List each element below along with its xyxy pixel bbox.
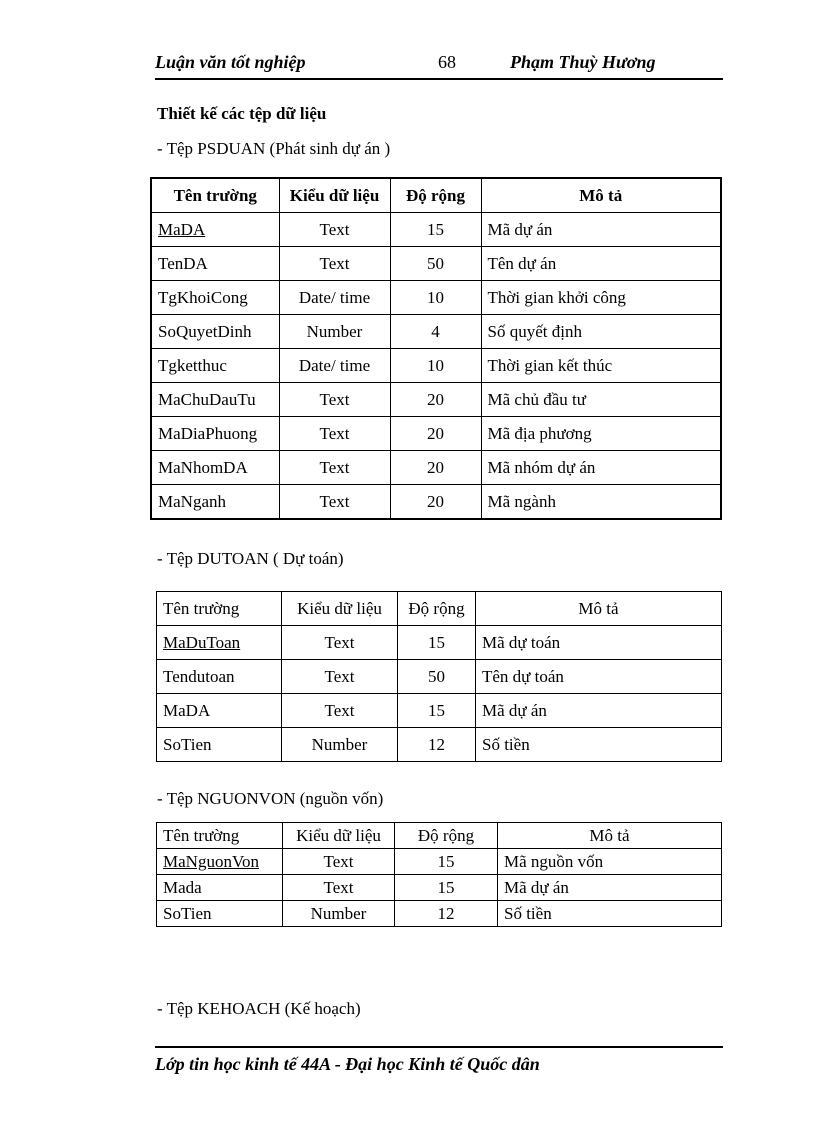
description-cell: Tên dự toán (476, 660, 722, 694)
table-row (151, 417, 721, 451)
description-cell: Mã ngành (481, 485, 721, 520)
width-cell: 10 (390, 349, 481, 383)
description-cell: Mã địa phương (481, 417, 721, 451)
field-name-cell: MaChuDauTu (151, 383, 279, 417)
width-cell: 50 (390, 247, 481, 281)
data-type-cell: Text (279, 417, 390, 451)
description-cell: Mã nguồn vốn (498, 849, 722, 875)
data-type-cell: Number (282, 728, 398, 762)
description-cell: Số tiền (476, 728, 722, 762)
table-row (151, 349, 721, 383)
page-footer: Lớp tin học kinh tế 44A - Đại học Kinh tế Quốc dân (155, 1046, 723, 1075)
table-caption-nguonvon: - Tệp NGUONVON (nguồn vốn) (157, 789, 384, 808)
table-dutoan (156, 591, 722, 762)
table-header-row (157, 823, 722, 849)
field-name-cell: Tgketthuc (151, 349, 279, 383)
column-header: Độ rộng (390, 178, 481, 213)
column-header: Độ rộng (398, 592, 476, 626)
column-header: Độ rộng (395, 823, 498, 849)
description-cell: Số tiền (498, 901, 722, 927)
width-cell: 12 (398, 728, 476, 762)
description-cell: Thời gian khởi công (481, 281, 721, 315)
field-name-cell: SoQuyetDinh (151, 315, 279, 349)
field-name-cell: MaDA (157, 694, 282, 728)
data-type-cell: Text (283, 849, 395, 875)
field-name-cell: MaDiaPhuong (151, 417, 279, 451)
data-type-cell: Number (279, 315, 390, 349)
field-name-cell: MaNhomDA (151, 451, 279, 485)
header-thesis-label: Luận văn tốt nghiệp (155, 52, 306, 72)
data-type-cell: Text (282, 694, 398, 728)
column-header: Mô tả (481, 178, 721, 213)
table-nguonvon (156, 822, 722, 927)
table-row (151, 315, 721, 349)
width-cell: 15 (395, 875, 498, 901)
width-cell: 20 (390, 417, 481, 451)
data-type-cell: Text (279, 485, 390, 520)
field-name-cell: TenDA (151, 247, 279, 281)
description-cell: Mã chủ đầu tư (481, 383, 721, 417)
width-cell: 20 (390, 485, 481, 520)
description-cell: Mã dự án (481, 213, 721, 247)
width-cell: 50 (398, 660, 476, 694)
column-header: Mô tả (498, 823, 722, 849)
description-cell: Mã nhóm dự án (481, 451, 721, 485)
table-row (157, 849, 722, 875)
width-cell: 15 (395, 849, 498, 875)
field-name-cell: MaNguonVon (157, 849, 283, 875)
table-row (157, 660, 722, 694)
table-caption-dutoan: - Tệp DUTOAN ( Dự toán) (157, 549, 344, 568)
field-name-cell: SoTien (157, 728, 282, 762)
field-name-cell: MaNganh (151, 485, 279, 520)
column-header: Tên trường (157, 592, 282, 626)
width-cell: 20 (390, 383, 481, 417)
page-number: 68 (438, 52, 456, 72)
column-header: Kiểu dữ liệu (283, 823, 395, 849)
description-cell: Tên dự án (481, 247, 721, 281)
table-row (151, 213, 721, 247)
data-type-cell: Text (279, 247, 390, 281)
width-cell: 15 (398, 694, 476, 728)
description-cell: Thời gian kết thúc (481, 349, 721, 383)
table-row (157, 875, 722, 901)
table-row (151, 247, 721, 281)
field-name-cell: SoTien (157, 901, 283, 927)
description-cell: Mã dự án (476, 694, 722, 728)
table-psduan (150, 177, 722, 520)
table-header-row (151, 178, 721, 213)
data-type-cell: Date/ time (279, 281, 390, 315)
table-row (157, 728, 722, 762)
column-header: Kiểu dữ liệu (282, 592, 398, 626)
description-cell: Số quyết định (481, 315, 721, 349)
width-cell: 15 (390, 213, 481, 247)
data-type-cell: Text (282, 660, 398, 694)
table-row (157, 694, 722, 728)
column-header: Tên trường (157, 823, 283, 849)
page-header (155, 50, 723, 80)
table-row (151, 281, 721, 315)
table-header-row (157, 592, 722, 626)
field-name-cell: MaDA (151, 213, 279, 247)
header-author: Phạm Thuỳ Hương (510, 52, 656, 72)
data-type-cell: Text (279, 383, 390, 417)
data-type-cell: Text (279, 451, 390, 485)
table-row (157, 626, 722, 660)
description-cell: Mã dự án (498, 875, 722, 901)
field-name-cell: TgKhoiCong (151, 281, 279, 315)
data-type-cell: Text (283, 875, 395, 901)
width-cell: 15 (398, 626, 476, 660)
table-caption-kehoach: - Tệp KEHOACH (Kế hoạch) (157, 999, 361, 1018)
table-caption-psduan: - Tệp PSDUAN (Phát sinh dự án ) (157, 139, 391, 158)
field-name-cell: Mada (157, 875, 283, 901)
table-row (151, 485, 721, 520)
data-type-cell: Date/ time (279, 349, 390, 383)
table-row (151, 383, 721, 417)
data-type-cell: Text (282, 626, 398, 660)
column-header: Mô tả (476, 592, 722, 626)
data-type-cell: Text (279, 213, 390, 247)
table-row (157, 901, 722, 927)
field-name-cell: Tendutoan (157, 660, 282, 694)
section-title: Thiết kế các tệp dữ liệu (157, 104, 327, 123)
width-cell: 20 (390, 451, 481, 485)
column-header: Kiểu dữ liệu (279, 178, 390, 213)
description-cell: Mã dự toán (476, 626, 722, 660)
width-cell: 12 (395, 901, 498, 927)
field-name-cell: MaDuToan (157, 626, 282, 660)
data-type-cell: Number (283, 901, 395, 927)
table-row (151, 451, 721, 485)
width-cell: 4 (390, 315, 481, 349)
column-header: Tên trường (151, 178, 279, 213)
width-cell: 10 (390, 281, 481, 315)
